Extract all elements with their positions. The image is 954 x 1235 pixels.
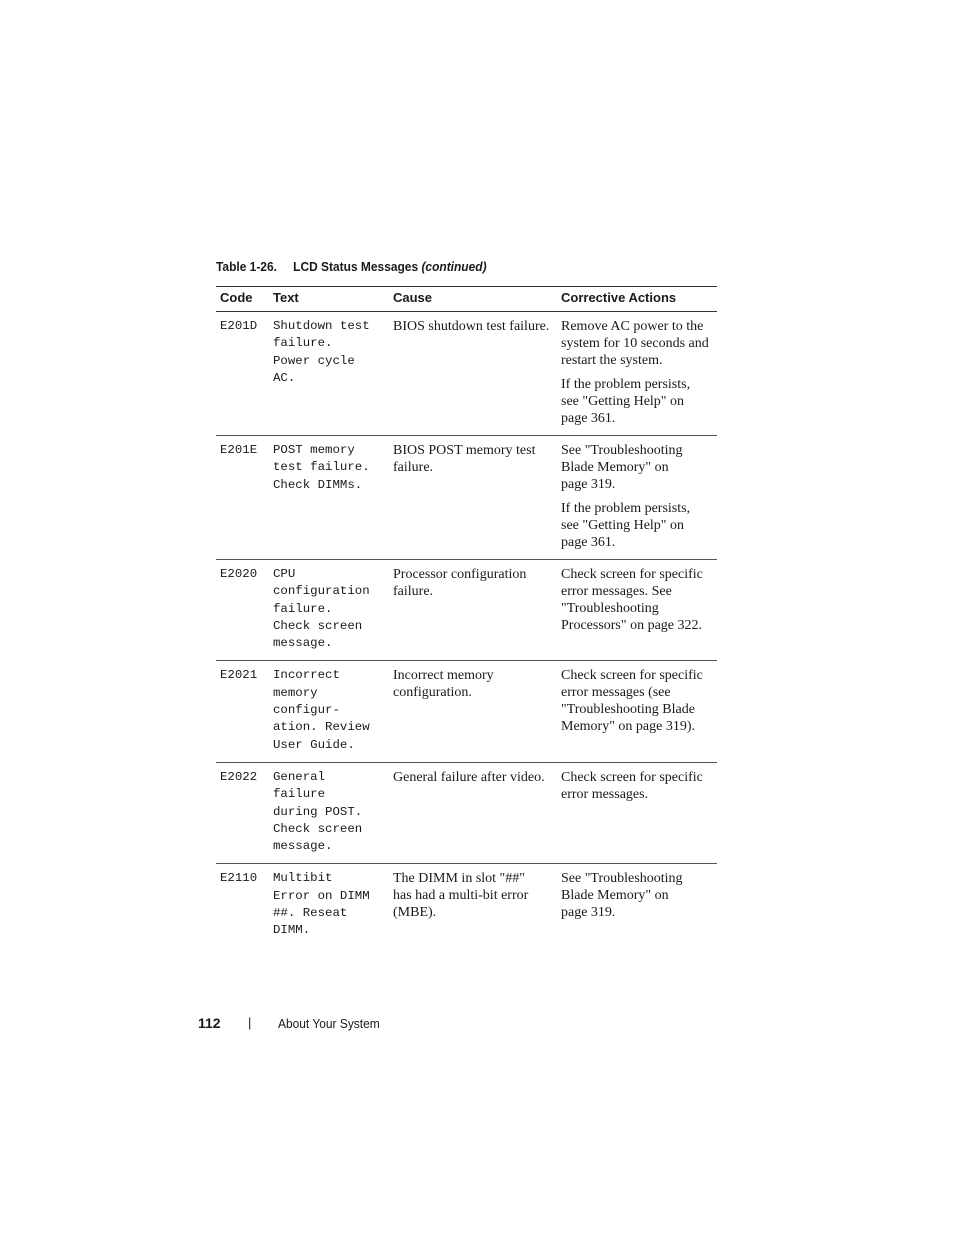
chapter-title: About Your System (278, 1016, 380, 1031)
cell-code: E2110 (220, 871, 258, 886)
cell-text: CPU configuration failure. Check screen message. (269, 560, 389, 661)
action-paragraph: Check screen for specific error messages. (561, 769, 703, 802)
action-paragraph: See "Troubleshooting Blade Memory" on page 319. (561, 871, 683, 921)
header-cause: Cause (389, 287, 557, 312)
cell-text: Incorrect memory configur- ation. Review User Guide. (269, 661, 389, 762)
action-paragraph: If the problem persists, see "Getting Help" on page 361. (561, 377, 691, 426)
table-title: LCD Status Messages (293, 259, 419, 274)
cell-code: E2021 (216, 661, 269, 762)
action-paragraph: Check screen for specific error messages. See "Troubleshooting Processors" on page 322. (561, 567, 703, 633)
table-row (216, 762, 717, 863)
table-row (216, 436, 717, 560)
action-paragraph: Check screen for specific error messages (see "Troubleshooting Blade Memory" on page 319). (561, 668, 703, 735)
footer-separator: | (248, 1015, 252, 1030)
cell-text: Multibit Error on DIMM ##. Reseat DIMM. (273, 871, 370, 938)
action-paragraph: See "Troubleshooting Blade Memory" on page 319. (561, 443, 683, 492)
cause-text: General failure after video. (393, 769, 545, 785)
header-text: Text (269, 287, 389, 312)
action-paragraph: Remove AC power to the system for 10 seconds and restart the system. (561, 319, 709, 368)
cause-text: The DIMM in slot "##" has had a multi-bit error (MBE). (393, 871, 529, 921)
cell-cause (389, 436, 557, 560)
table-row (216, 560, 717, 661)
lcd-status-messages-table (216, 286, 717, 948)
cell-text: Shutdown test failure. Power cycle AC. (269, 312, 389, 436)
table-caption (216, 259, 487, 274)
cause-text: BIOS POST memory test failure. (393, 443, 536, 475)
cause-text: Processor configuration failure. (393, 567, 527, 599)
cell-text: POST memory test failure. Check DIMMs. (269, 436, 389, 560)
table-row (216, 661, 717, 762)
page-number: 112 (198, 1015, 221, 1031)
cell-actions (557, 762, 717, 863)
cell-actions (557, 864, 717, 948)
header-corrective-actions: Corrective Actions (557, 287, 717, 312)
cell-text: General failure during POST. Check screen message. (269, 762, 389, 863)
cell-actions (557, 560, 717, 661)
table-number: Table 1-26. (216, 259, 277, 274)
table-row (216, 312, 717, 436)
cell-cause (389, 312, 557, 436)
cell-code: E2022 (216, 762, 269, 863)
cell-cause (389, 560, 557, 661)
cause-text: Incorrect memory configuration. (393, 668, 494, 701)
cell-cause (389, 864, 557, 948)
action-paragraph: If the problem persists, see "Getting Help" on page 361. (561, 501, 691, 550)
cell-code: E201D (216, 312, 269, 436)
header-code: Code (216, 287, 269, 312)
cause-text: BIOS shutdown test failure. (393, 319, 550, 334)
cell-cause (389, 762, 557, 863)
cell-code: E201E (216, 436, 269, 560)
cell-actions (557, 661, 717, 762)
table-continued-label: (continued) (421, 259, 487, 274)
cell-actions (557, 436, 717, 560)
table-header-row (216, 287, 717, 312)
table-row (216, 864, 717, 948)
cell-actions (557, 312, 717, 436)
cell-cause (389, 661, 557, 762)
cell-code: E2020 (216, 560, 269, 661)
